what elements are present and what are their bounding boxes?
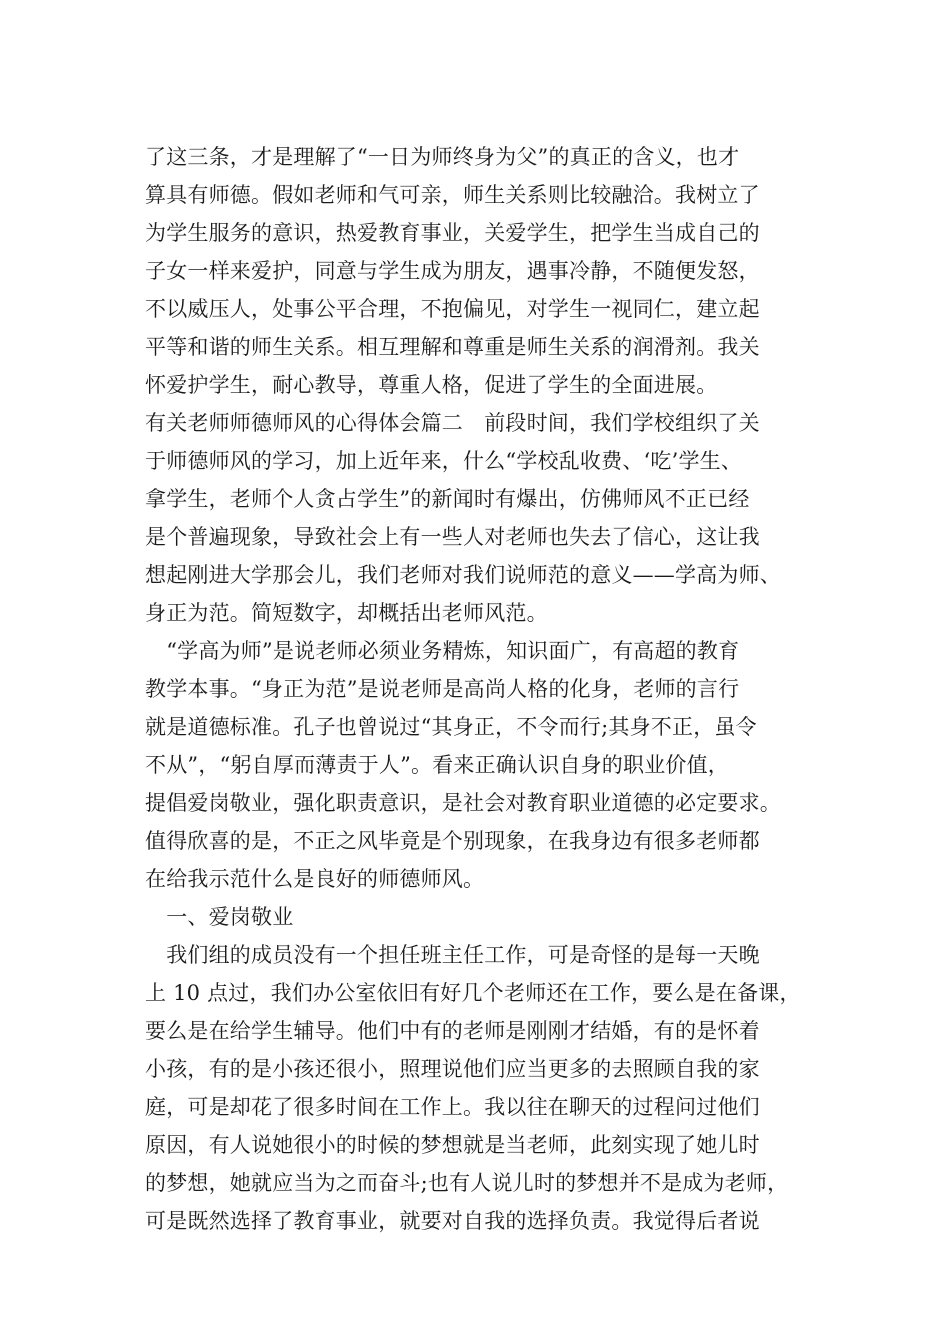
text-line: 不以威压人，处事公平合理，不抱偏见，对学生一视同仁，建立起 [145, 297, 760, 321]
text-line: 提倡爱岗敬业，强化职责意识，是社会对教育职业道德的必定要求。 [145, 791, 781, 815]
section-heading-line: 有关老师师德师风的心得体会篇二 前段时间，我们学校组织了关 [145, 411, 760, 435]
text-line: 怀爱护学生，耐心教导，尊重人格，促进了学生的全面进展。 [145, 373, 718, 397]
text-line: 就是道德标准。孔子也曾说过“其身正，不令而行;其身不正，虽令 [145, 715, 757, 739]
text-line: 于师德师风的学习，加上近年来，什么“学校乱收费、‘吃’学生、 [145, 449, 743, 473]
text-line: 平等和谐的师生关系。相互理解和尊重是师生关系的润滑剂。我关 [145, 335, 760, 359]
text-line: 要么是在给学生辅导。他们中有的老师是刚刚才结婚，有的是怀着 [145, 1019, 760, 1043]
text-line: 不从”，“躬自厚而薄责于人”。看来正确认识自身的职业价值， [145, 753, 730, 777]
text-line: 原因，有人说她很小的时候的梦想就是当老师，此刻实现了她儿时 [145, 1133, 760, 1157]
text-line: 庭，可是却花了很多时间在工作上。我以往在聊天的过程问过他们 [145, 1095, 760, 1119]
subheading-line: 一、爱岗敬业 [145, 905, 294, 929]
text-line: 可是既然选择了教育事业，就要对自我的选择负责。我觉得后者说 [145, 1209, 760, 1233]
text-line: “学高为师”是说老师必须业务精炼，知识面广，有高超的教育 [145, 639, 740, 663]
text-line: 小孩，有的是小孩还很小，照理说他们应当更多的去照顾自我的家 [145, 1057, 760, 1081]
text-line: 的梦想，她就应当为之而奋斗;也有人说儿时的梦想并不是成为老师， [145, 1171, 789, 1195]
text-line: 身正为范。简短数字，却概括出老师风范。 [145, 601, 548, 625]
text-line: 在给我示范什么是良好的师德师风。 [145, 867, 485, 891]
text-line: 为学生服务的意识，热爱教育事业，关爱学生，把学生当成自己的 [145, 221, 760, 245]
text-line: 是个普遍现象，导致社会上有一些人对老师也失去了信心，这让我 [145, 525, 760, 549]
text-line: 想起刚进大学那会儿，我们老师对我们说师范的意义——学高为师、 [145, 563, 781, 587]
text-line: 算具有师德。假如老师和气可亲，师生关系则比较融洽。我树立了 [145, 183, 760, 207]
text-line: 值得欣喜的是，不正之风毕竟是个别现象，在我身边有很多老师都 [145, 829, 760, 853]
text-line: 上 10 点过，我们办公室依旧有好几个老师还在工作，要么是在备课， [145, 981, 801, 1005]
text-line: 教学本事。“身正为范”是说老师是高尚人格的化身，老师的言行 [145, 677, 740, 701]
text-line: 了这三条，才是理解了“一日为师终身为父”的真正的含义，也才 [145, 145, 740, 169]
text-line: 我们组的成员没有一个担任班主任工作，可是奇怪的是每一天晚 [145, 943, 760, 967]
text-line: 拿学生，老师个人贪占学生”的新闻时有爆出，仿佛师风不正已经 [145, 487, 750, 511]
text-line: 子女一样来爱护，同意与学生成为朋友，遇事冷静，不随便发怒， [145, 259, 760, 283]
